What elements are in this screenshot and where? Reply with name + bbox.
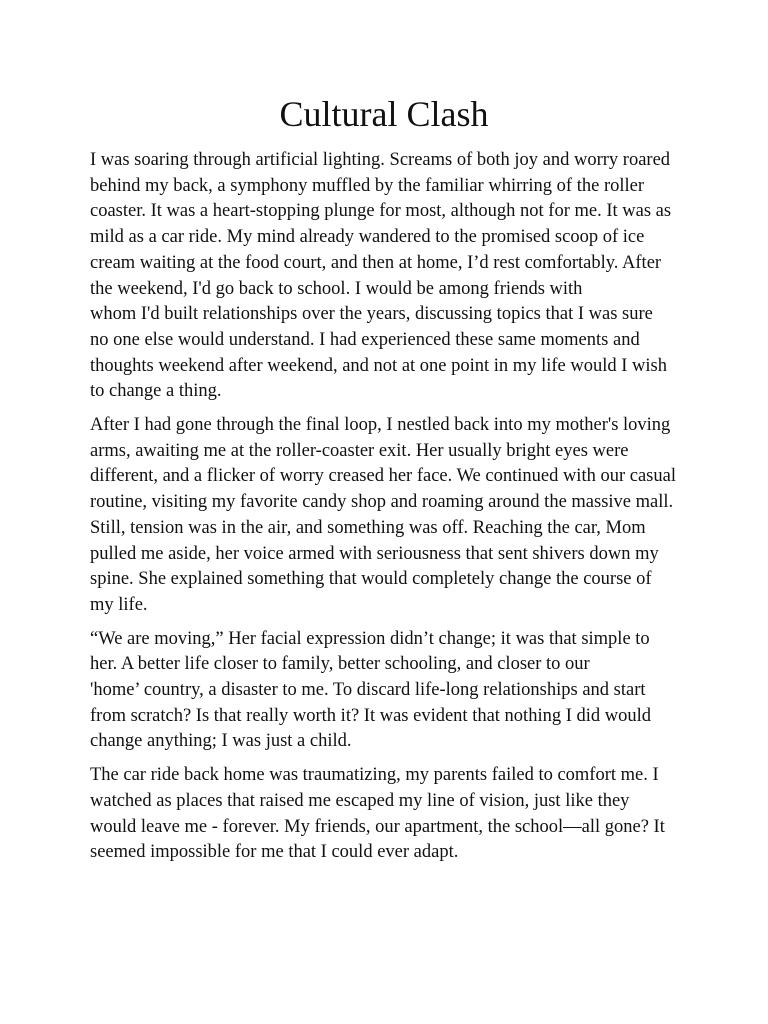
text-line: After I had gone through the final loop, I nestled back into my mother's loving (90, 415, 671, 436)
text-line: spine. She explained something that would completely change the course of (90, 569, 652, 590)
text-line: her. A better life closer to family, better schooling, and closer to our (90, 654, 590, 675)
text-line: different, and a flicker of worry creased her face. We continued with our casual (90, 466, 676, 487)
text-line: my life. (90, 594, 148, 615)
text-line: to change a thing. (90, 381, 222, 402)
text-line: the weekend, I'd go back to school. I would be among friends with (90, 278, 583, 299)
text-line: I was soaring through artificial lighting. Screams of both joy and worry roared (90, 150, 671, 170)
text-line: mild as a car ride. My mind already wandered to the promised scoop of ice (90, 227, 645, 248)
text-line: The car ride back home was traumatizing, my parents failed to comfort me. I (90, 765, 659, 786)
text-line: pulled me aside, her voice armed with seriousness that sent shivers down my (90, 543, 659, 564)
text-line: would leave me - forever. My friends, our apartment, the school—all gone? It (90, 816, 665, 837)
paragraph-1 (90, 148, 680, 405)
text-line: “We are moving,” Her facial expression didn’t change; it was that simple to (90, 628, 650, 649)
text-line: no one else would understand. I had experienced these same moments and (90, 329, 640, 350)
text-line: whom I'd built relationships over the years, discussing topics that I was sure (90, 304, 653, 325)
text-line: from scratch? Is that really worth it? It was evident that nothing I did would (90, 705, 652, 726)
paragraph-4 (90, 763, 680, 866)
paragraph-3 (90, 627, 680, 756)
text-line: change anything; I was just a child. (90, 731, 352, 752)
text-line: behind my back, a symphony muffled by the familiar whirring of the roller (90, 175, 645, 196)
text-line: seemed impossible for me that I could ever adapt. (90, 842, 459, 863)
text-line: arms, awaiting me at the roller-coaster exit. Her usually bright eyes were (90, 440, 629, 461)
essay-body (90, 148, 680, 874)
text-line: coaster. It was a heart-stopping plunge for most, although not for me. It was as (90, 201, 672, 222)
text-line: routine, visiting my favorite candy shop and roaming around the massive mall. (90, 492, 674, 513)
text-line: watched as places that raised me escaped my line of vision, just like they (90, 790, 630, 811)
text-line: 'home’ country, a disaster to me. To discard life-long relationships and start (90, 680, 646, 701)
text-line: Still, tension was in the air, and something was off. Reaching the car, Mom (90, 517, 646, 538)
paragraph-2 (90, 413, 680, 619)
text-line: thoughts weekend after weekend, and not at one point in my life would I wish (90, 355, 667, 376)
text-line: cream waiting at the food court, and then at home, I’d rest comfortably. After (90, 252, 662, 273)
page-title: Cultural Clash (279, 94, 489, 134)
